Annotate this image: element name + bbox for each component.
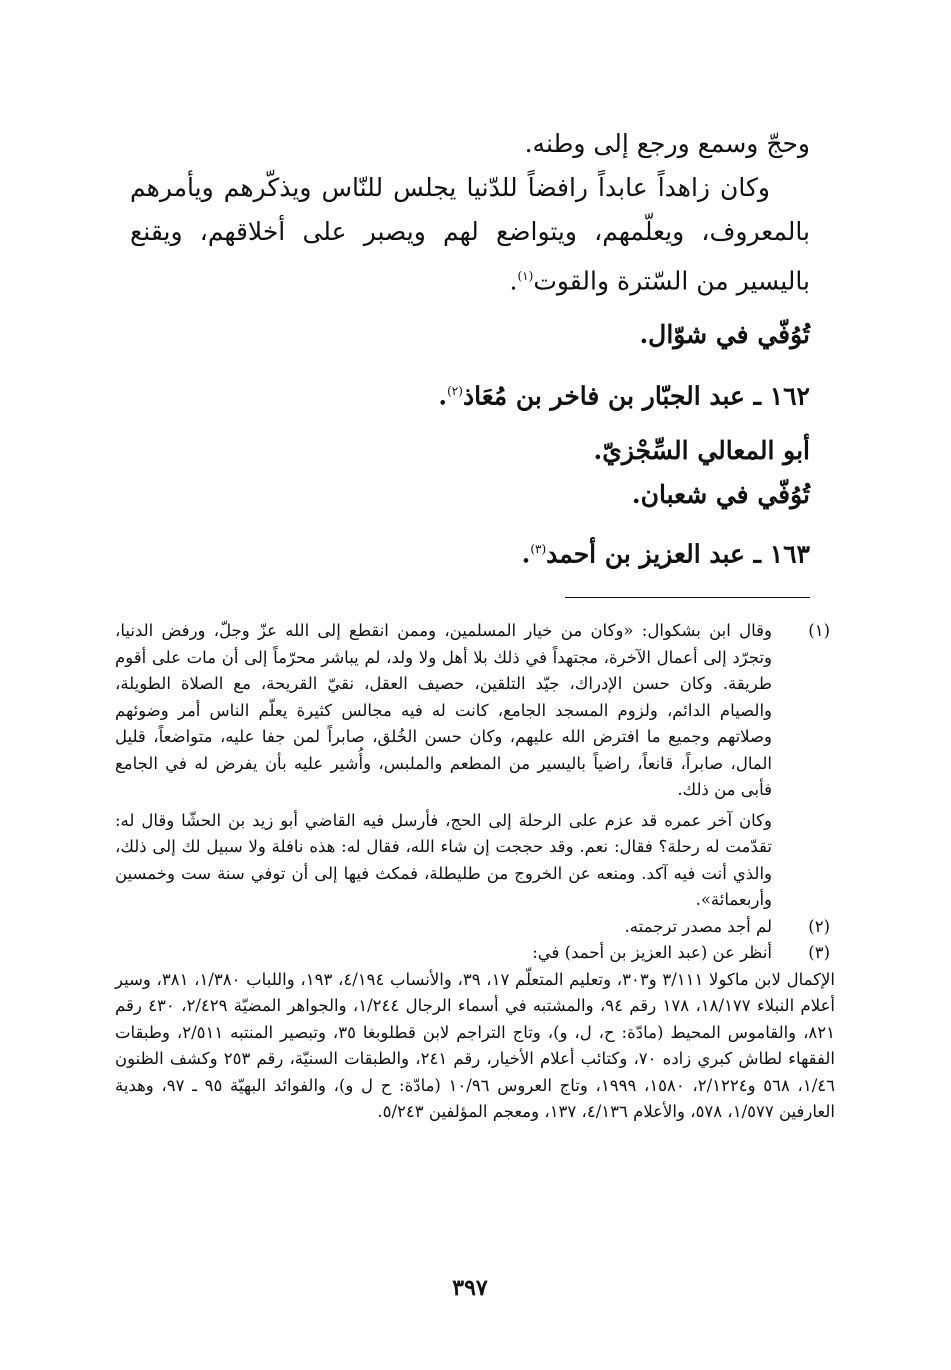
footnotes (115, 618, 835, 1126)
footnote-text: أنظر عن (عبد العزيز بن أحمد) في: (532, 943, 772, 962)
footnote-marker-3: (٣) (530, 541, 547, 556)
entry-heading-162: ١٦٢ ـ عبد الجبّار بن فاخر بن مُعَاذ$^{(٢)}$. (438, 381, 810, 411)
footnote-references: الإكمال لابن ماكولا ٣/١١١ و٣٠٣، وتعليم المتعلّم ١٧، ٣٩، والأنساب ٤/١٩٤، ١٩٣، واللباب ١/٣٨٠، ٣٨١، وسير أعلام النبلاء ١٨/١٧٧، ١٧٨ رقم ٩٤، والمشتبه في أسماء الرجال ١/٢٤٤، والجواهر المضيّة ٢/٤٢٩، ٤٣٠ رقم ٨٢١، والقاموس المحيط (مادّة: ح، ل، و)، وتاج التراجم لابن قطلوبغا ٣٥، وتبصير المنتبه ٢/٥١١، وطبقات الفقهاء لطاش كبري زاده ٧٠، وكتائب أعلام الأخيار، رقم ٢٤١، والطبقات السنيّة، رقم ٢٥٣ وكشف الظنون ١/٤٦، ٥٦٨ و٢/١٢٢٤، ١٥٨٠، ١٩٩٩، وتاج العروس ١٠/٩٦ (مادّة: ح ل و)، والفوائد البهيّة ٩٥ ـ ٩٧، وهدية العارفين ١/٥٧٧، ٥٧٨، والأعلام ٤/١٣٦، ١٣٧، ومعجم المؤلفين ٥/٢٤٣. (115, 969, 836, 1121)
footnote-1 (115, 618, 835, 914)
footnote-text: وقال ابن بشكوال: «وكان من خيار المسلمين، وممن انقطع إلى الله عزّ وجلّ، ورفض الدنيا، وتجرّد إلى أعمال الآخرة، مجتهداً في ذلك بلا أهل ولا ولد، لم يباشر محرّماً إلى أن مات على أقوم طريقة. وكان حسن الإدراك، جيّد التلقين، حصيف العقل، نقيّ القريحة، مع الصلاة الطويلة، والصيام الدائم، ولزوم المسجد الجامع، كانت له فيه مجالس كثيرة يعلّم الناس أمر وضوئهم وصلاتهم وجميع ما افترض الله عليهم، وكان حسن الخُلق، صابراً لمن جفا عليه، متواضعاً، قليل المال، صابراً، قانعاً، راضياً باليسير من المطعم والملبس، وأُشير عليه بأن يفرض له في الجامع فأبى من ذلك. (115, 621, 772, 799)
footnote-marker-2: (٢) (447, 384, 463, 399)
footnote-number: (٣) (808, 943, 830, 962)
death-note-shawwal: تُوُفّي في شوّال. (639, 320, 810, 350)
text-line-pilgrimage: وحجّ وسمع ورجع إلى وطنه. (524, 129, 810, 158)
footnote-3 (115, 940, 835, 967)
footnote-number: (١) (808, 621, 830, 640)
death-note-shaban: تُوُفّي في شعبان. (631, 479, 810, 509)
footnote-text: لم أجد مصدر ترجمته. (624, 916, 772, 936)
entry-heading-163: ١٦٣ ـ عبد العزيز بن أحمد$^{(٣)}$. (521, 538, 810, 568)
footnote-number: (٢) (808, 916, 830, 936)
footnote-marker-1: (١) (517, 269, 534, 283)
footnote-2 (115, 914, 835, 941)
footnote-text: وكان آخر عمره قد عزم على الرحلة إلى الحج، فأرسل فيه القاضي أبو زيد بن الحشّا وقال له: تقدّمت له رحلة؟ فقال: نعم. وقد حججت إن شاء الله، فقال له: هذه نافلة ولا سبيل لك إلى ذلك، والذي أنت فيه آكد. ومنعه عن الخروج من طليطلة، فمكث فيها إلى أن توفي سنة ست وخمسين وأربعمائة». (115, 810, 772, 909)
main-text (130, 122, 810, 576)
footnote-separator (565, 597, 810, 598)
page-number: ٣٩٧ (452, 1275, 488, 1301)
paragraph-description: وكان زاهداً عابداً رافضاً للدّنيا يجلس للنّاس ويذكّرهم ويأمرهم بالمعروف، ويعلّمهم، ويتواضع لهم ويصبر على أخلاقهم، ويقنع باليسير من السّترة والقوت$^{(١)}$. (130, 173, 810, 296)
kunya-line: أبو المعالي السِّجْزيّ. (593, 435, 810, 465)
